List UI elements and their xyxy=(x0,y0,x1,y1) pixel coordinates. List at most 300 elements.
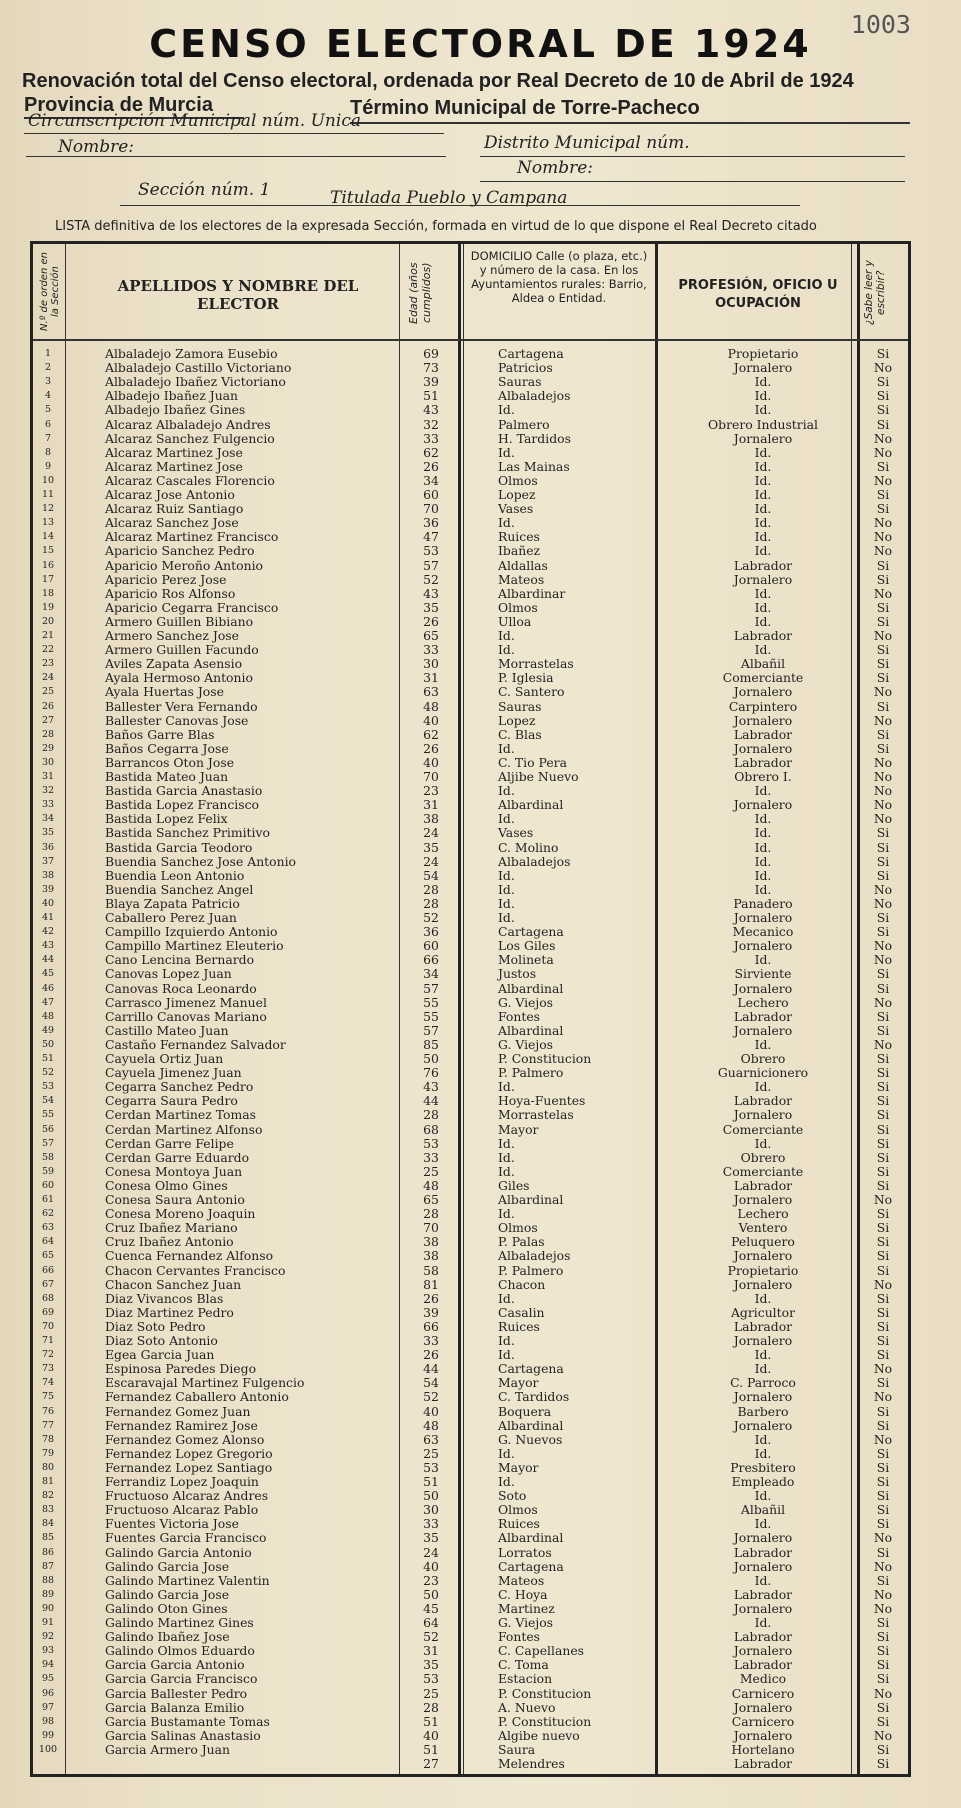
profession-cell: Id. xyxy=(754,1135,772,1151)
order-cell: 35 xyxy=(41,827,55,839)
table-row xyxy=(33,756,908,770)
order-cell: 79 xyxy=(41,1447,55,1459)
profession-cell: Id. xyxy=(754,853,772,869)
age-cell: 48 xyxy=(423,1177,439,1193)
age-cell: 57 xyxy=(423,557,439,573)
domicile-cell: G. Viejos xyxy=(498,1036,554,1052)
profession-cell: Id. xyxy=(754,1361,772,1377)
order-cell: 45 xyxy=(41,968,55,980)
order-cell: 86 xyxy=(41,1546,55,1558)
read-write-cell: Si xyxy=(876,1065,890,1081)
order-cell: 8 xyxy=(44,446,52,458)
domicile-cell: Ruices xyxy=(498,1516,540,1532)
domicile-cell: Olmos xyxy=(498,1502,538,1518)
age-cell: 52 xyxy=(423,1389,439,1405)
decree-line: Renovación total del Censo electoral, ordenada por Real Decreto de 10 de Abril de 1924 xyxy=(22,70,854,92)
order-cell: 2 xyxy=(44,362,52,374)
name-cell: Conesa Saura Antonio xyxy=(105,1192,245,1207)
age-cell: 35 xyxy=(423,1657,439,1673)
profession-cell: Id. xyxy=(754,585,772,601)
read-write-cell: Si xyxy=(876,346,890,361)
name-cell: Bastida Mateo Juan xyxy=(105,769,229,784)
read-write-cell: Si xyxy=(876,416,890,432)
read-write-cell: No xyxy=(873,769,893,784)
profession-cell: Jornalero xyxy=(733,1192,793,1207)
name-cell: Cayuela Ortiz Juan xyxy=(105,1051,224,1066)
order-cell: 98 xyxy=(41,1715,55,1727)
age-cell: 51 xyxy=(423,1741,439,1757)
order-cell: 33 xyxy=(41,799,55,811)
read-write-cell: Si xyxy=(876,374,890,390)
profession-cell: Id. xyxy=(754,1036,772,1052)
age-cell: 65 xyxy=(423,1192,439,1207)
age-cell: 43 xyxy=(423,402,439,418)
name-cell: Fuentes Garcia Francisco xyxy=(105,1530,267,1546)
name-cell: Conesa Montoya Juan xyxy=(105,1163,243,1179)
profession-cell: Id. xyxy=(754,811,772,827)
profession-cell: Jornalero xyxy=(733,1643,793,1659)
order-cell: 81 xyxy=(41,1476,55,1487)
read-write-cell: No xyxy=(873,811,893,827)
table-row xyxy=(33,1475,908,1489)
table-row xyxy=(33,1531,908,1545)
table-row xyxy=(33,1278,908,1292)
profession-cell: Id. xyxy=(754,867,772,883)
name-cell: Garcia Garcia Francisco xyxy=(105,1671,258,1687)
name-cell: Alcaraz Sanchez Jose xyxy=(105,515,239,531)
table-row xyxy=(33,375,908,389)
table-row xyxy=(33,671,908,685)
order-cell: 75 xyxy=(41,1391,55,1403)
table-row xyxy=(33,953,908,967)
read-write-cell: No xyxy=(873,444,893,460)
order-cell: 67 xyxy=(41,1278,55,1290)
name-cell: Aparicio Meroño Antonio xyxy=(105,557,264,573)
profession-cell: Jornalero xyxy=(733,712,793,728)
age-cell: 85 xyxy=(423,1036,439,1052)
table-row xyxy=(33,855,908,869)
read-write-cell: Si xyxy=(876,1008,890,1024)
domicile-cell: C. Tio Pera xyxy=(498,754,567,770)
domicile-cell: Id. xyxy=(498,402,515,418)
order-cell: 4 xyxy=(44,390,52,402)
domicile-cell: Id. xyxy=(498,1079,515,1095)
read-write-cell: Si xyxy=(876,1403,890,1419)
municipality-underline xyxy=(350,122,910,124)
header-order: N.º de orden en la Sección xyxy=(39,252,61,332)
order-cell: 7 xyxy=(44,432,52,444)
read-write-cell: No xyxy=(873,430,893,446)
profession-cell: Jornalero xyxy=(733,1417,793,1433)
age-cell: 27 xyxy=(423,1756,439,1771)
read-write-cell: No xyxy=(873,938,893,954)
read-write-cell: Si xyxy=(876,1572,890,1588)
table-row xyxy=(33,530,908,544)
age-cell: 50 xyxy=(423,1051,439,1066)
domicile-cell: Lorratos xyxy=(498,1544,552,1560)
read-write-cell: Si xyxy=(876,1488,890,1504)
read-write-cell: No xyxy=(873,952,893,968)
profession-cell: Jornalero xyxy=(733,910,793,925)
domicile-cell: Id. xyxy=(498,1347,515,1363)
age-cell: 35 xyxy=(423,1530,439,1546)
domicile-cell: Id. xyxy=(498,515,515,531)
age-cell: 35 xyxy=(423,839,439,855)
order-cell: 14 xyxy=(41,531,55,543)
name-cell: Garcia Ballester Pedro xyxy=(105,1685,248,1701)
circumscription-label: Circunscripción Municipal núm. Unica xyxy=(28,111,361,131)
profession-cell: Id. xyxy=(754,1431,772,1447)
order-cell: 70 xyxy=(41,1320,55,1332)
age-cell: 43 xyxy=(423,585,439,601)
order-cell: 55 xyxy=(41,1109,55,1121)
table-row xyxy=(33,1151,908,1165)
name-cell: Ayala Hermoso Antonio xyxy=(105,670,253,686)
age-cell: 33 xyxy=(423,1516,439,1532)
domicile-cell: Id. xyxy=(498,740,515,756)
order-cell: 80 xyxy=(41,1461,55,1473)
age-cell: 38 xyxy=(423,1248,439,1264)
domicile-cell: Ruices xyxy=(498,529,540,545)
table-row xyxy=(33,1080,908,1094)
circumscription-name-label: Nombre: xyxy=(58,137,135,157)
table-row xyxy=(33,488,908,502)
domicile-cell: Fontes xyxy=(498,1008,541,1024)
order-cell: 71 xyxy=(41,1335,55,1346)
age-cell: 62 xyxy=(423,444,439,460)
domicile-cell: Vases xyxy=(498,501,534,517)
table-row xyxy=(33,389,908,403)
name-cell: Alcaraz Albaladejo Andres xyxy=(105,416,271,432)
table-row xyxy=(33,1390,908,1404)
read-write-cell: No xyxy=(873,515,893,531)
age-cell: 28 xyxy=(423,1699,439,1715)
table-row xyxy=(33,1249,908,1263)
table-row xyxy=(33,573,908,587)
domicile-cell: Id. xyxy=(498,867,515,883)
name-cell: Aviles Zapata Asensio xyxy=(105,656,243,672)
domicile-cell: Morrastelas xyxy=(498,656,574,672)
order-cell: 89 xyxy=(41,1588,55,1600)
read-write-cell: Si xyxy=(876,1093,890,1109)
age-cell: 58 xyxy=(423,1262,439,1278)
table-row xyxy=(33,460,908,474)
table-row xyxy=(33,516,908,530)
name-cell: Fructuoso Alcaraz Andres xyxy=(105,1488,269,1504)
district-name-label: Nombre: xyxy=(517,158,594,178)
read-write-cell: Si xyxy=(876,1079,890,1095)
domicile-cell: Albardinal xyxy=(498,1530,564,1546)
order-cell: 58 xyxy=(41,1151,55,1163)
name-cell: Albaladejo Ibañez Victoriano xyxy=(105,374,286,390)
profession-cell: Albañil xyxy=(740,1502,786,1518)
read-write-cell: No xyxy=(873,585,893,601)
profession-cell: C. Parroco xyxy=(730,1375,796,1391)
domicile-cell: Martinez xyxy=(498,1600,555,1616)
domicile-cell: G. Nuevos xyxy=(498,1431,563,1447)
age-cell: 50 xyxy=(423,1586,439,1602)
table-row xyxy=(33,1644,908,1658)
domicile-cell: P. Palmero xyxy=(498,1065,564,1081)
table-row xyxy=(33,939,908,953)
table-row xyxy=(33,1715,908,1729)
age-cell: 39 xyxy=(423,1304,439,1320)
age-cell: 66 xyxy=(423,952,439,968)
age-cell: 51 xyxy=(423,1474,439,1489)
read-write-cell: Si xyxy=(876,1347,890,1363)
domicile-cell: P. Iglesia xyxy=(498,670,554,686)
profession-cell: Ventero xyxy=(738,1220,788,1236)
domicile-cell: Patricios xyxy=(498,360,553,376)
order-cell: 82 xyxy=(41,1490,55,1502)
table-row xyxy=(33,1405,908,1419)
name-cell: Cuenca Fernandez Alfonso xyxy=(105,1248,274,1264)
profession-cell: Carnicero xyxy=(731,1713,795,1729)
domicile-cell: P. Constitucion xyxy=(498,1713,592,1729)
domicile-cell: Lopez xyxy=(498,487,536,502)
domicile-cell: Fontes xyxy=(498,1629,541,1645)
profession-cell: Id. xyxy=(754,839,772,855)
read-write-cell: Si xyxy=(876,613,890,629)
order-cell: 48 xyxy=(41,1010,55,1022)
read-write-cell: Si xyxy=(876,726,890,742)
read-write-cell: No xyxy=(873,628,893,643)
table-row xyxy=(33,1108,908,1122)
table-row xyxy=(33,657,908,671)
order-cell: 64 xyxy=(41,1236,55,1248)
name-cell: Alcaraz Martinez Francisco xyxy=(105,529,279,545)
table-row xyxy=(33,1221,908,1235)
domicile-cell: Albaladejos xyxy=(498,388,571,404)
table-row xyxy=(33,1602,908,1616)
name-cell: Fernandez Ramirez Jose xyxy=(105,1417,258,1433)
name-cell: Fernandez Caballero Antonio xyxy=(105,1389,289,1405)
table-row xyxy=(33,967,908,981)
age-cell: 50 xyxy=(423,1488,439,1504)
age-cell: 55 xyxy=(423,994,439,1010)
page-title: CENSO ELECTORAL DE 1924 xyxy=(149,22,812,66)
read-write-cell: Si xyxy=(876,966,890,982)
domicile-cell: A. Nuevo xyxy=(498,1699,556,1715)
district-label: Distrito Municipal núm. xyxy=(484,133,690,153)
domicile-cell: Albardinar xyxy=(498,585,566,601)
domicile-cell: Algibe nuevo xyxy=(498,1727,580,1743)
age-cell: 76 xyxy=(423,1065,439,1081)
order-cell: 59 xyxy=(41,1165,55,1177)
table-row xyxy=(33,1362,908,1376)
domicile-cell: C. Santero xyxy=(498,684,565,700)
read-write-cell: Si xyxy=(876,1304,890,1320)
read-write-cell: No xyxy=(873,1530,893,1546)
order-cell: 69 xyxy=(41,1306,55,1318)
name-cell: Carrasco Jimenez Manuel xyxy=(105,994,267,1010)
profession-cell: Id. xyxy=(754,458,772,474)
table-row xyxy=(33,1588,908,1602)
order-cell: 34 xyxy=(41,813,55,825)
name-cell: Fuentes Victoria Jose xyxy=(105,1516,239,1532)
age-cell: 36 xyxy=(423,515,439,531)
name-cell: Ballester Vera Fernando xyxy=(105,698,258,714)
table-row xyxy=(33,629,908,643)
table-row xyxy=(33,784,908,798)
profession-cell: Id. xyxy=(754,642,772,658)
table-row xyxy=(33,1052,908,1066)
age-cell: 25 xyxy=(423,1685,439,1701)
order-cell: 11 xyxy=(41,489,55,500)
name-cell: Diaz Soto Antonio xyxy=(105,1333,218,1348)
read-write-cell: Si xyxy=(876,1544,890,1560)
domicile-cell: Albardinal xyxy=(498,980,564,996)
domicile-cell: Id. xyxy=(498,1163,515,1179)
order-cell: 60 xyxy=(41,1179,55,1191)
name-cell: Galindo Garcia Jose xyxy=(105,1586,230,1602)
municipality-label: Término Municipal de Torre-Pacheco xyxy=(350,97,700,119)
domicile-cell: Mateos xyxy=(498,571,545,587)
age-cell: 28 xyxy=(423,881,439,897)
profession-cell: Comerciante xyxy=(722,1163,804,1179)
age-cell: 45 xyxy=(423,1600,439,1616)
read-write-cell: Si xyxy=(876,1474,890,1489)
read-write-cell: Si xyxy=(876,825,890,841)
name-cell: Fernandez Gomez Juan xyxy=(105,1403,251,1419)
read-write-cell: Si xyxy=(876,1107,890,1123)
table-row xyxy=(33,1461,908,1475)
domicile-cell: Cartagena xyxy=(498,924,564,940)
profession-cell: Guarnicionero xyxy=(717,1065,809,1081)
domicile-cell: Sauras xyxy=(498,374,542,390)
table-row xyxy=(33,474,908,488)
elector-table xyxy=(30,241,911,1777)
header-profession: PROFESIÓN, OFICIO U OCUPACIÓN xyxy=(678,278,838,311)
read-write-cell: No xyxy=(873,1600,893,1616)
profession-cell: Comerciante xyxy=(722,670,804,686)
domicile-cell: Ulloa xyxy=(498,613,532,629)
read-write-cell: No xyxy=(873,1389,893,1405)
read-write-cell: Si xyxy=(876,1502,890,1518)
profession-cell: Id. xyxy=(754,1347,772,1363)
order-cell: 93 xyxy=(41,1645,55,1657)
read-write-cell: Si xyxy=(876,924,890,940)
read-write-cell: Si xyxy=(876,1445,890,1461)
read-write-cell: Si xyxy=(876,1699,890,1715)
domicile-cell: Olmos xyxy=(498,1220,538,1236)
name-cell: Ayala Huertas Jose xyxy=(105,684,224,700)
order-cell: 85 xyxy=(41,1532,55,1544)
name-cell: Armero Guillen Facundo xyxy=(105,642,259,658)
section-label: Sección núm. 1 xyxy=(138,180,271,200)
order-cell: 12 xyxy=(41,503,55,515)
name-cell: Bastida Sanchez Primitivo xyxy=(105,825,270,841)
table-row xyxy=(33,1292,908,1306)
header-read-write: ¿Sabe leer y escribir? xyxy=(863,260,887,326)
profession-cell: Id. xyxy=(754,388,772,404)
profession-cell: Jornalero xyxy=(733,797,793,813)
profession-cell: Jornalero xyxy=(733,360,793,376)
header-name: APELLIDOS Y NOMBRE DEL ELECTOR xyxy=(117,277,359,313)
order-cell: 10 xyxy=(41,474,55,486)
age-cell: 25 xyxy=(423,1445,439,1461)
table-row xyxy=(33,982,908,996)
name-cell: Albaladejo Castillo Victoriano xyxy=(105,360,292,376)
name-cell: Blaya Zapata Patricio xyxy=(105,895,240,911)
order-cell: 46 xyxy=(41,982,55,994)
age-cell: 40 xyxy=(423,712,439,728)
order-cell: 78 xyxy=(41,1433,55,1445)
order-cell: 62 xyxy=(41,1208,55,1220)
table-row xyxy=(33,544,908,558)
district-rule xyxy=(480,156,905,157)
profession-cell: Jornalero xyxy=(733,1107,793,1123)
name-cell: Cayuela Jimenez Juan xyxy=(105,1065,242,1081)
circ-name-rule xyxy=(26,156,446,157)
profession-cell: Panadero xyxy=(733,895,793,911)
read-write-cell: Si xyxy=(876,1333,890,1348)
order-cell: 92 xyxy=(41,1631,55,1643)
table-row xyxy=(33,1334,908,1348)
read-write-cell: Si xyxy=(876,402,890,418)
name-cell: Castaño Fernandez Salvador xyxy=(105,1036,286,1052)
order-cell: 28 xyxy=(41,728,55,740)
name-cell: Canovas Lopez Juan xyxy=(105,966,232,982)
order-cell: 19 xyxy=(41,601,55,613)
name-cell: Cerdan Garre Eduardo xyxy=(105,1149,250,1165)
order-cell: 53 xyxy=(41,1081,55,1093)
domicile-cell: Soto xyxy=(498,1488,527,1504)
age-cell: 53 xyxy=(423,1671,439,1687)
age-cell: 36 xyxy=(423,924,439,940)
profession-cell: Obrero Industrial xyxy=(707,416,819,432)
profession-cell: Id. xyxy=(754,881,772,897)
order-cell: 27 xyxy=(41,714,55,726)
table-row xyxy=(33,1024,908,1038)
name-cell: Campillo Martinez Eleuterio xyxy=(105,938,284,954)
name-cell: Garcia Armero Juan xyxy=(105,1741,231,1757)
order-cell: 87 xyxy=(41,1560,55,1572)
read-write-cell: Si xyxy=(876,1177,890,1193)
read-write-cell: Si xyxy=(876,557,890,573)
name-cell: Buendia Sanchez Angel xyxy=(105,881,254,897)
order-cell: 42 xyxy=(41,926,55,938)
age-cell: 26 xyxy=(423,1347,439,1363)
age-cell: 40 xyxy=(423,1403,439,1419)
table-row xyxy=(33,1546,908,1560)
read-write-cell: Si xyxy=(876,980,890,996)
profession-cell: Id. xyxy=(754,1445,772,1461)
age-cell: 40 xyxy=(423,1558,439,1574)
order-cell: 25 xyxy=(41,686,55,698)
order-cell: 61 xyxy=(41,1194,55,1205)
age-cell: 33 xyxy=(423,1333,439,1348)
table-row xyxy=(33,1179,908,1193)
header-age: Edad (años cumplidos) xyxy=(407,262,433,324)
profession-cell: Jornalero xyxy=(733,1530,793,1546)
table-row xyxy=(33,1094,908,1108)
read-write-cell: Si xyxy=(876,698,890,714)
profession-cell: Id. xyxy=(754,402,772,418)
name-cell: Alcaraz Martinez Jose xyxy=(105,444,243,460)
age-cell: 48 xyxy=(423,698,439,714)
table-row xyxy=(33,403,908,417)
domicile-cell: Albaladejos xyxy=(498,1248,571,1264)
order-cell: 24 xyxy=(41,672,55,684)
read-write-cell: No xyxy=(873,895,893,911)
age-cell: 38 xyxy=(423,811,439,827)
read-write-cell: No xyxy=(873,994,893,1010)
name-cell: Baños Garre Blas xyxy=(105,726,215,742)
age-cell: 52 xyxy=(423,571,439,587)
table-row xyxy=(33,446,908,460)
name-cell: Barrancos Oton Jose xyxy=(105,754,235,770)
